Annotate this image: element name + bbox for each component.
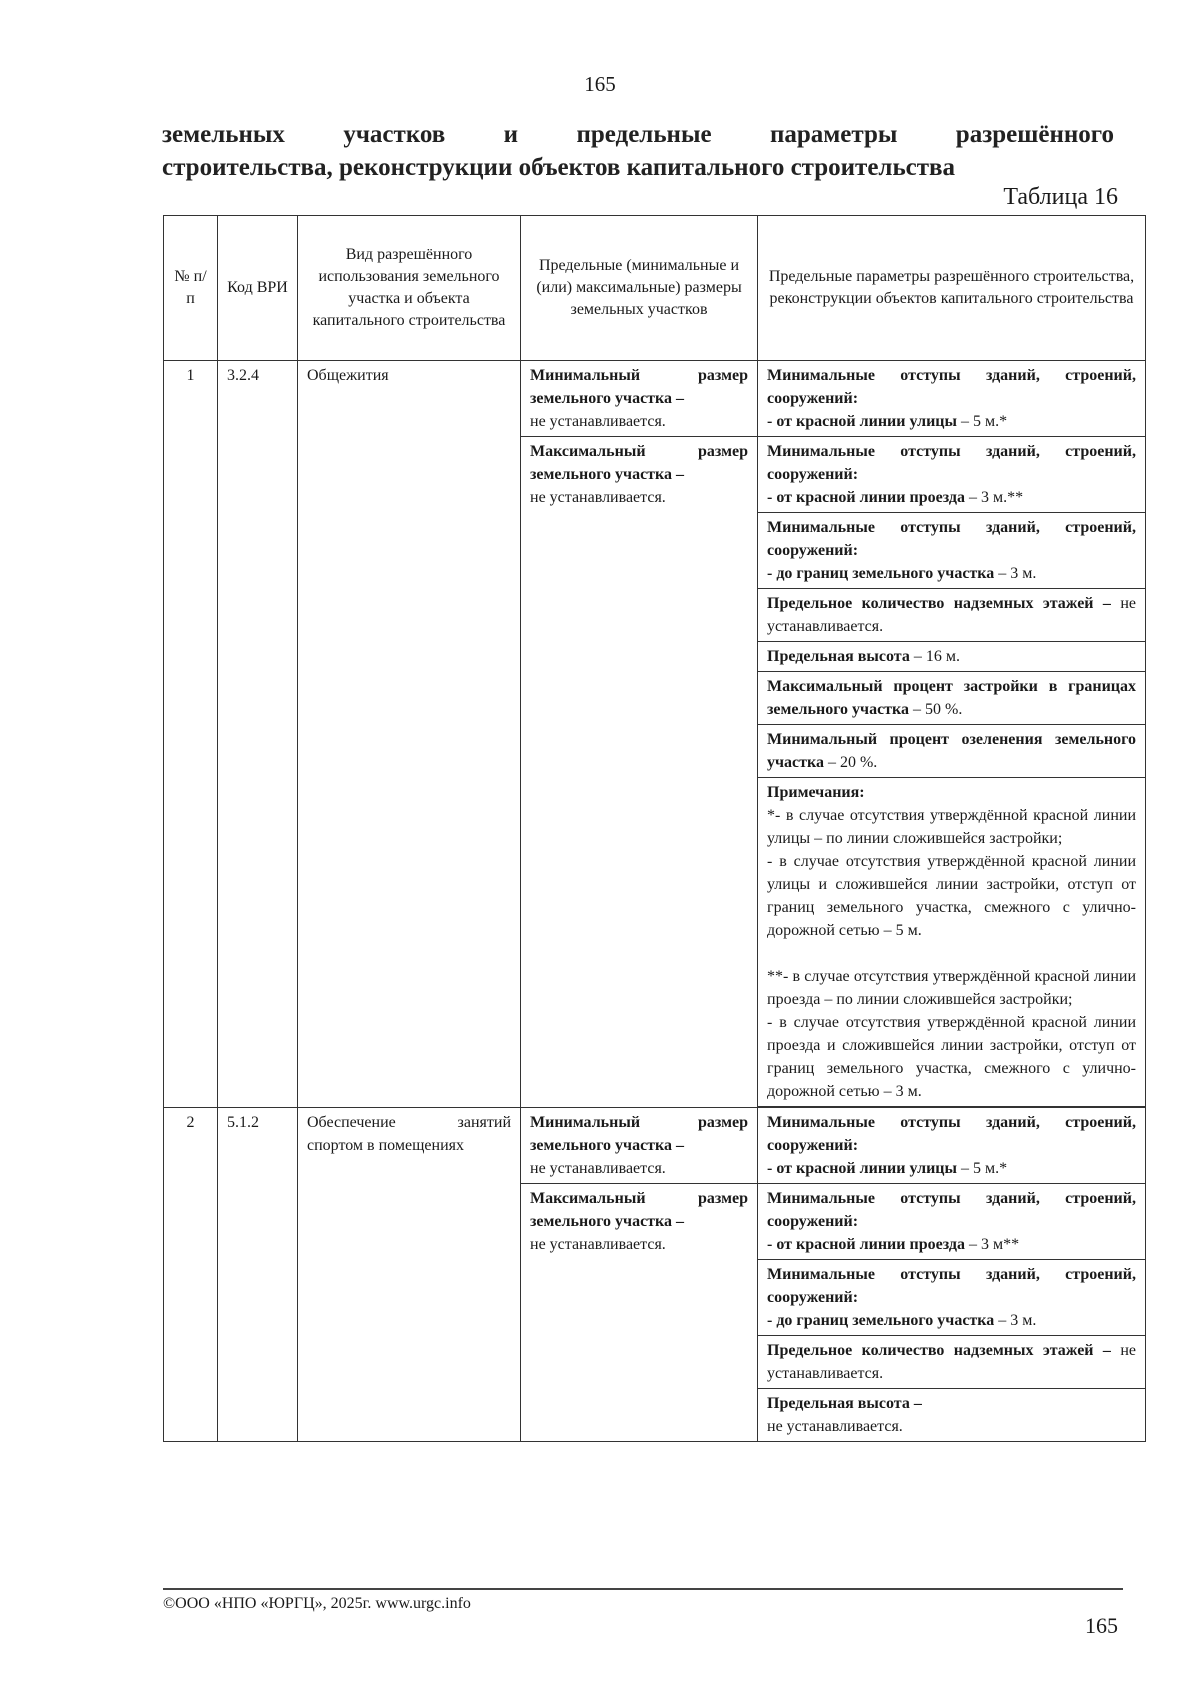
page-number-top: 165 (584, 72, 616, 96)
note-paragraph: - в случае отсутствия утверждённой красной линии улицы и сложившейся линии застройки, отступ от границ земельного участка, смежного с улично-дорожной сетью – 5 м. (767, 853, 1136, 939)
regulations-table (163, 215, 1146, 1442)
max-plot-size: Максимальный размер земельного участка – не устанавливается. (521, 1184, 758, 1442)
footer-divider (163, 1588, 1123, 1590)
row-use: Обеспечение занятий спортом в помещениях (298, 1108, 521, 1442)
param-setback: Минимальные отступы зданий, строений, сооружений: - до границ земельного участка – 3 м. (758, 513, 1146, 589)
param-setback: Минимальные отступы зданий, строений, сооружений: - от красной линии улицы – 5 м.* (758, 1108, 1146, 1184)
table-label: Таблица 16 (1003, 184, 1118, 210)
header-plot-size: Предельные (минимальные и (или) максимальные) размеры земельных участков (521, 216, 758, 361)
param-setback: Минимальные отступы зданий, строений, сооружений: - до границ земельного участка – 3 м. (758, 1260, 1146, 1336)
param-height: Предельная высота – 16 м. (758, 642, 1146, 672)
row-use: Общежития (298, 361, 521, 1108)
min-plot-size: Минимальный размер земельного участка – не устанавливается. (521, 1108, 758, 1184)
footer-copyright: ©ООО «НПО «ЮРГЦ», 2025г. www.urgc.info (163, 1595, 471, 1612)
header-building-params: Предельные параметры разрешённого строительства, реконструкции объектов капитального строительства (758, 216, 1146, 361)
param-greening: Минимальный процент озеленения земельного участка – 20 %. (758, 725, 1146, 778)
section-heading (162, 118, 1114, 184)
table-row (164, 361, 1146, 437)
param-height: Предельная высота – не устанавливается. (758, 1389, 1146, 1442)
row-code: 3.2.4 (218, 361, 298, 1108)
note-paragraph: - в случае отсутствия утверждённой красной линии проезда и сложившейся линии застройки, отступ от границ земельного участка, смежного с улично-дорожной сетью – 3 м. (767, 1014, 1136, 1100)
min-plot-size: Минимальный размер земельного участка – не устанавливается. (521, 361, 758, 437)
note-paragraph: *- в случае отсутствия утверждённой красной линии улицы – по линии сложившейся застройки; (767, 807, 1136, 847)
param-floors: Предельное количество надземных этажей – не устанавливается. (758, 1336, 1146, 1389)
notes (758, 778, 1146, 1107)
table-header-row (164, 216, 1146, 361)
max-plot-size: Максимальный размер земельного участка – не устанавливается. (521, 437, 758, 1108)
param-coverage: Максимальный процент застройки в границах земельного участка – 50 %. (758, 672, 1146, 725)
param-setback: Минимальные отступы зданий, строений, сооружений: - от красной линии проезда – 3 м** (758, 1184, 1146, 1260)
param-floors: Предельное количество надземных этажей – не устанавливается. (758, 589, 1146, 642)
note-paragraph: **- в случае отсутствия утверждённой красной линии проезда – по линии сложившейся застройки; (767, 968, 1136, 1008)
row-code: 5.1.2 (218, 1108, 298, 1442)
header-number: № п/п (164, 216, 218, 361)
row-number: 1 (164, 361, 218, 1108)
row-number: 2 (164, 1108, 218, 1442)
header-use: Вид разрешённого использования земельного участка и объекта капитального строительства (298, 216, 521, 361)
header-code: Код ВРИ (218, 216, 298, 361)
heading-line-1: земельных участков и предельные параметры разрешённого (162, 121, 1114, 148)
table-row (164, 1108, 1146, 1184)
param-setback: Минимальные отступы зданий, строений, сооружений: - от красной линии проезда – 3 м.** (758, 437, 1146, 513)
notes-title: Примечания: (767, 784, 865, 801)
param-setback: Минимальные отступы зданий, строений, сооружений: - от красной линии улицы – 5 м.* (758, 361, 1146, 437)
heading-line-2: строительства, реконструкции объектов капитального строительства (162, 154, 956, 181)
page-number-bottom: 165 (1085, 1613, 1118, 1638)
